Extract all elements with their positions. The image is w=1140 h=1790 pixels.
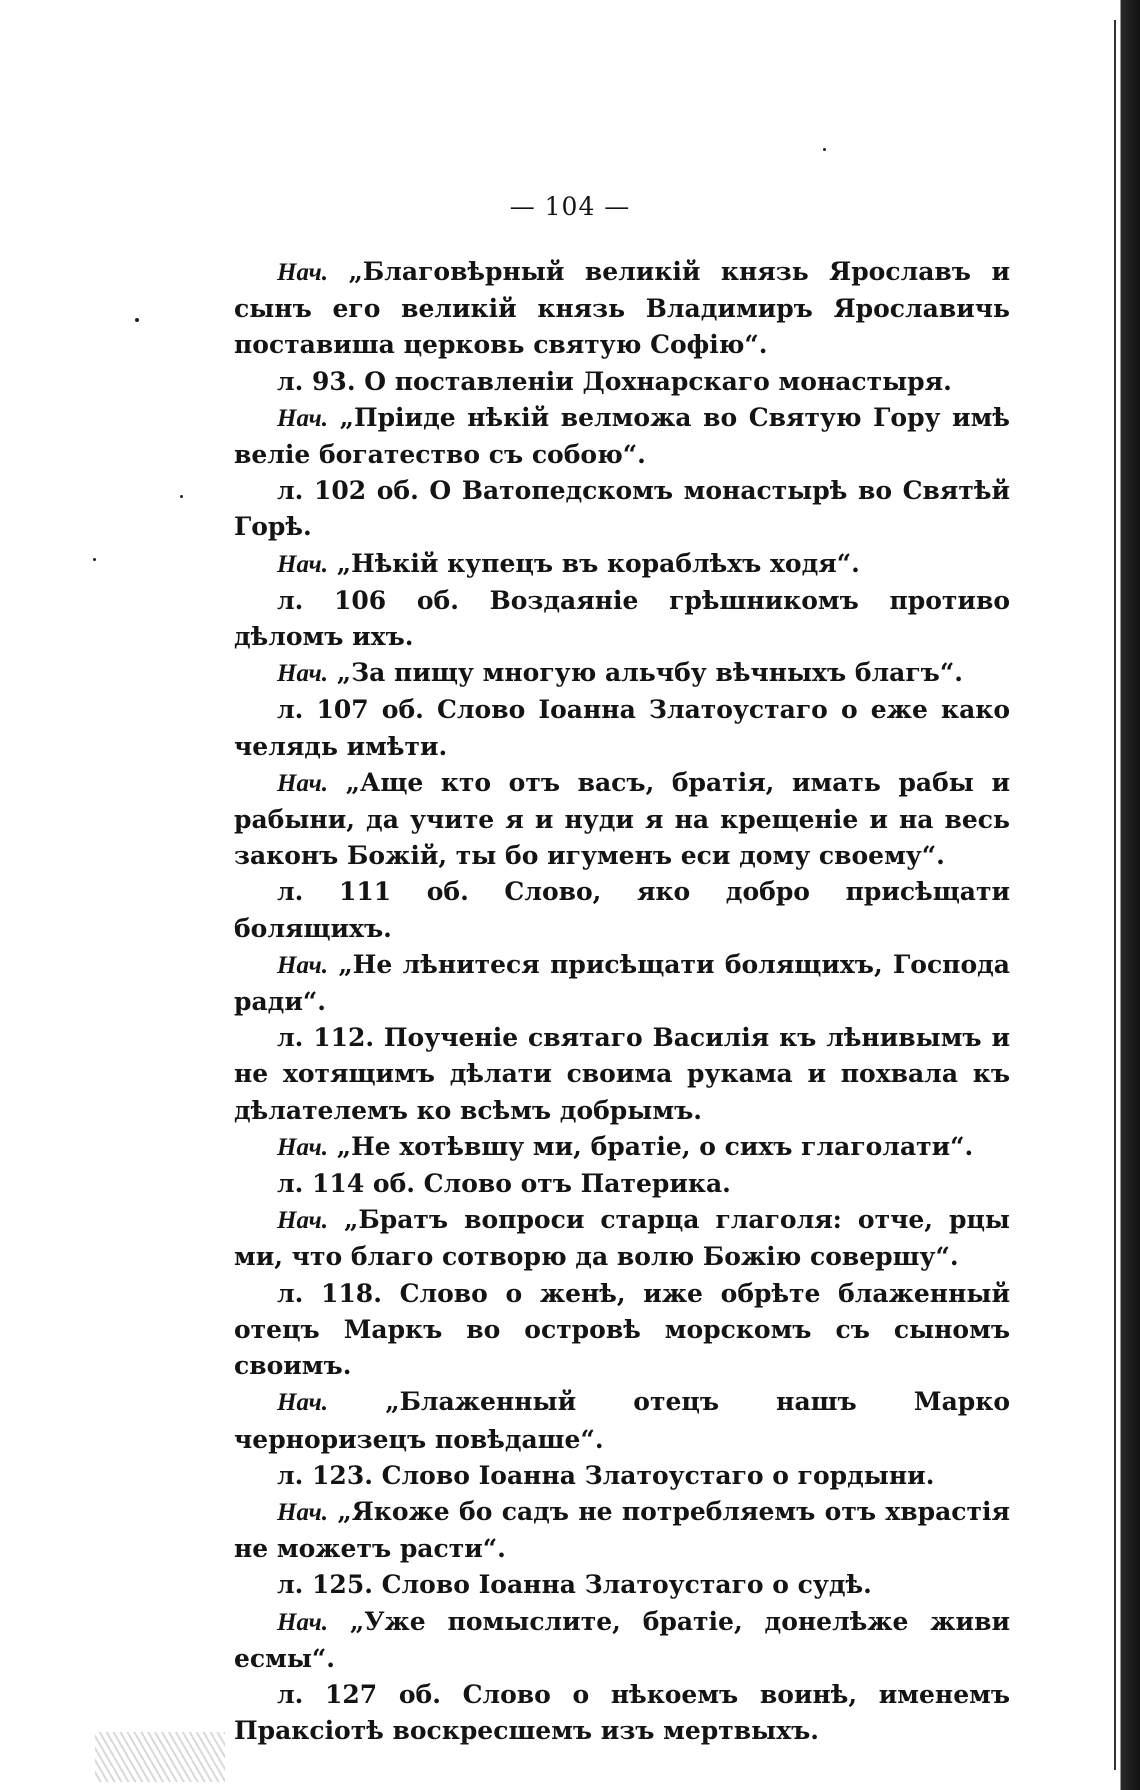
paragraph (234, 1166, 1010, 1202)
incipit-label: Нач. (277, 1608, 328, 1636)
paragraph (234, 364, 1010, 400)
page-edge-line (1114, 20, 1116, 1770)
paragraph (234, 765, 1010, 875)
paragraph-text: „За пищу многую альчбу вѣчныхъ благъ“. (336, 658, 963, 688)
paragraph (234, 874, 1010, 946)
paragraph (234, 947, 1010, 1020)
incipit-label: Нач. (277, 404, 328, 432)
paragraph (234, 1567, 1010, 1603)
paragraph (234, 583, 1010, 655)
paragraph (234, 655, 1010, 692)
incipit-label: Нач. (277, 769, 328, 797)
incipit-label: Нач. (277, 259, 328, 286)
paragraph-text: л. 102 об. О Ватопедскомъ монастырѣ во Святѣй Горѣ. (234, 476, 1010, 542)
incipit-label: Нач. (277, 660, 328, 688)
paragraph-text: л. 107 об. Слово Іоанна Златоустаго о еже како челядь имѣти. (234, 695, 1010, 761)
body-text (234, 254, 1010, 1749)
paragraph (234, 1604, 1010, 1677)
paragraph-text: л. 111 об. Слово, яко добро присѣщати болящихъ. (234, 877, 1010, 943)
paragraph-text: „Не лѣнитеся присѣщати болящихъ, Господа ради“. (234, 949, 1010, 1017)
scan-smudge (95, 1732, 225, 1782)
print-speck (93, 558, 96, 561)
paragraph-text: л. 127 об. Слово о нѣкоемъ воинѣ, именемъ Праксіотѣ воскресшемъ изъ мертвыхъ. (234, 1679, 1010, 1746)
paragraph-text: л. 114 об. Слово отъ Патерика. (277, 1169, 731, 1199)
paragraph (234, 1020, 1010, 1129)
print-speck (135, 318, 139, 322)
paragraph (234, 1677, 1010, 1749)
paragraph (234, 254, 1010, 364)
paragraph (234, 473, 1010, 545)
paragraph-text: „Не хотѣвшу ми, братіе, о сихъ глаголати“. (336, 1131, 974, 1161)
paragraph-text: „Аще кто отъ васъ, братія, имать рабы и рабыни, да учите я и нуди я на крещеніе и на весь законъ Божій, ты бо игуменъ еси дому своему“. (234, 767, 1010, 871)
paragraph (234, 1129, 1010, 1166)
paragraph (234, 1384, 1010, 1457)
incipit-label: Нач. (277, 1498, 328, 1526)
paragraph-text: „Нѣкій купецъ въ кораблѣхъ ходя“. (336, 548, 860, 578)
print-speck (180, 495, 183, 498)
paragraph-text: „Блаженный отецъ нашъ Марко черноризецъ повѣдаше“. (234, 1387, 1010, 1454)
page-number: — 104 — (509, 192, 631, 221)
paragraph-text: „Благовѣрный великій князь Ярославъ и сынъ его великій князь Владимиръ Ярославичь поставиша церковь святую Софію“. (234, 257, 1010, 360)
paragraph-text: „Братъ вопроси старца глаголя: отче, рцы ми, что благо сотворю да волю Божію совершу“. (234, 1205, 1010, 1272)
incipit-label: Нач. (277, 1133, 328, 1161)
incipit-label: Нач. (277, 1389, 328, 1417)
paragraph (234, 1202, 1010, 1275)
paragraph-text: л. 118. Слово о женѣ, иже обрѣте блаженный отецъ Маркъ во островѣ морскомъ съ сыномъ своимъ. (234, 1278, 1010, 1381)
page-edge-shadow (1112, 0, 1140, 1790)
paragraph (234, 1276, 1010, 1385)
incipit-label: Нач. (277, 1207, 328, 1235)
print-speck (823, 148, 826, 151)
incipit-label: Нач. (277, 550, 328, 578)
paragraph (234, 1494, 1010, 1567)
paragraph (234, 400, 1010, 473)
paragraph-text: л. 112. Поученіе святаго Василія къ лѣнивымъ и не хотящимъ дѣлати своима рукама и похвала къ дѣлателемъ ко всѣмъ добрымъ. (234, 1023, 1010, 1125)
paragraph-text: „Пріиде нѣкій велможа во Святую Гору имѣ веліе богатество съ собою“. (234, 402, 1010, 470)
paragraph-text: л. 93. О поставленіи Дохнарскаго монастыря. (277, 366, 952, 396)
paragraph-text: л. 125. Слово Іоанна Златоустаго о судѣ. (277, 1570, 872, 1600)
paragraph (234, 1458, 1010, 1494)
paragraph-text: „Якоже бо садъ не потребляемъ отъ хврастія не можетъ расти“. (234, 1496, 1010, 1564)
paragraph (234, 692, 1010, 764)
paragraph-text: л. 106 об. Воздаяніе грѣшникомъ противо дѣломъ ихъ. (234, 585, 1010, 652)
paragraph-text: л. 123. Слово Іоанна Златоустаго о гордыни. (277, 1460, 935, 1490)
paragraph (234, 546, 1010, 583)
incipit-label: Нач. (277, 951, 328, 979)
paragraph-text: „Уже помыслите, братіе, донелѣже живи есмы“. (234, 1606, 1010, 1673)
